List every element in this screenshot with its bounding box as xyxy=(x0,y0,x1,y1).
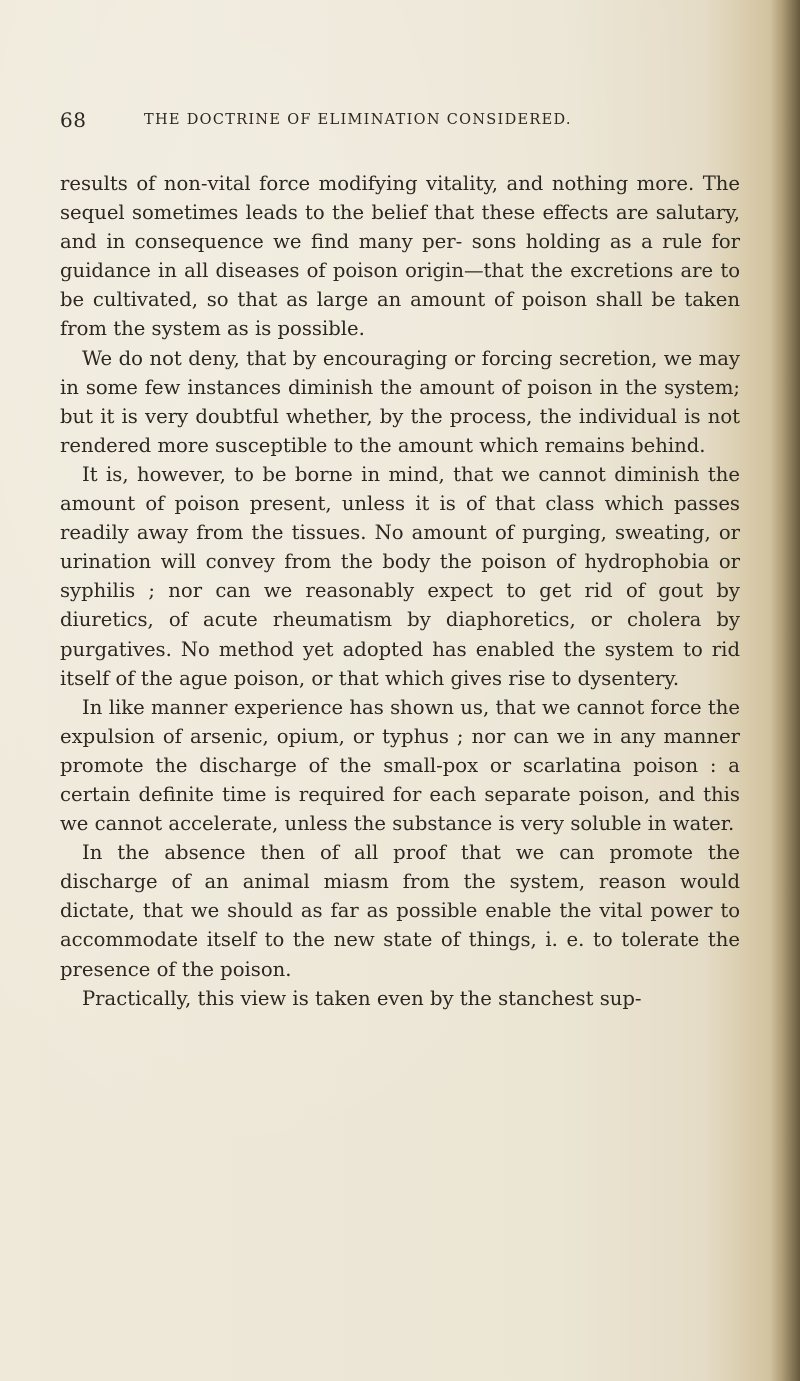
paragraph: Practically, this view is taken even by the stanchest sup- xyxy=(82,986,642,1010)
page-header xyxy=(60,108,740,138)
body-text xyxy=(60,169,740,1013)
page-edge-shadow xyxy=(770,0,800,1381)
paragraph: We do not deny, that by encouraging or forcing secretion, we may in some few instances diminish the amount of poison in the system; but it is very doubtful whether, by the process, the individual is not rendered more susceptible to the amount which remains behind. xyxy=(60,346,740,457)
paragraph: In the absence then of all proof that we can promote the discharge of an animal miasm from the system, reason would dictate, that we should as far as possible enable the vital power to accommodate itself to the new state of things, i. e. to tolerate the presence of the poison. xyxy=(60,841,740,981)
running-title: THE DOCTRINE OF ELIMINATION CONSIDERED. xyxy=(144,112,572,128)
paragraph: results of non-vital force modifying vitality, and nothing more. The sequel sometimes leads to the belief that these effects are salutary, and in consequence we find many per- sons holding as a rule for guidance in all diseases of poison origin—that the excretions are to be cultivated, so that as large an amount of poison shall be taken from the system as is possible. xyxy=(60,172,740,341)
page-number: 68 xyxy=(60,108,87,132)
paragraph: In like manner experience has shown us, that we cannot force the expulsion of arsenic, opium, or typhus ; nor can we in any manner promote the discharge of the small-pox or scarlatina poison : a certain definite time is required for each separate poison, and this we cannot accelerate, unless the substance is very soluble in water. xyxy=(60,695,740,836)
paragraph: It is, however, to be borne in mind, that we cannot diminish the amount of poison present, unless it is of that class which passes readily away from the tissues. No amount of purging, sweating, or urination will convey from the body the poison of hydrophobia or syphilis ; nor can we reasonably expect to get rid of gout by diuretics, of acute rheumatism by diaphoretics, or cholera by purgatives. No method yet adopted has enabled the system to rid itself of the ague poison, or that which gives rise to dysentery. xyxy=(60,462,740,690)
